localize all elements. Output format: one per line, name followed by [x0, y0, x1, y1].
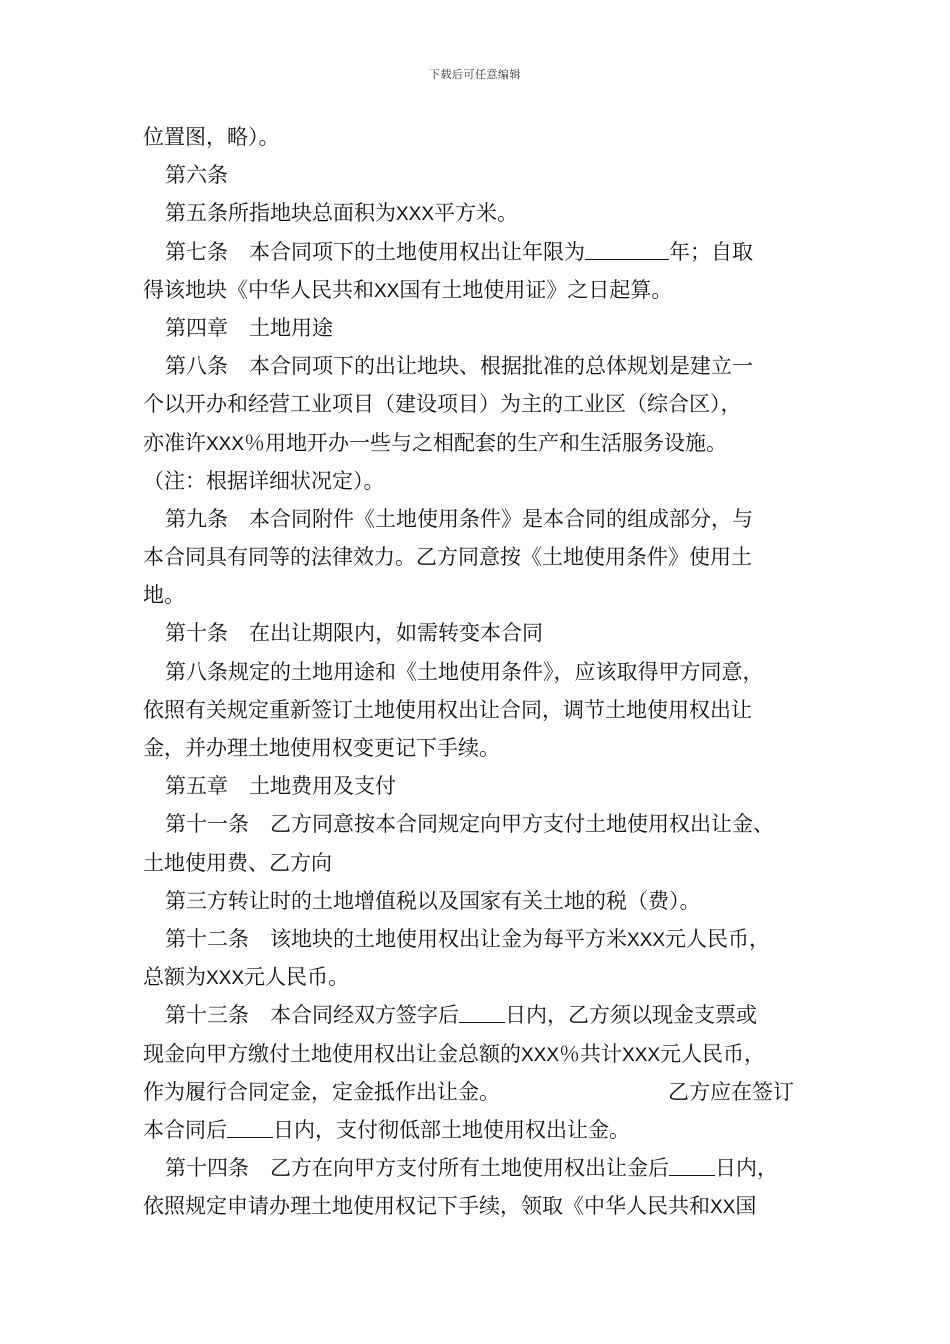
- text-line: 个以开办和经营工业项目（建设项目）为主的工业区（综合区），: [143, 392, 742, 417]
- article-heading: 第六条: [165, 163, 228, 188]
- text-segment: 乙方应在签订: [668, 1079, 794, 1104]
- text-segment: 第七条 本合同项下的土地使用权出让年限为: [165, 239, 585, 264]
- text-line: 金，并办理土地使用权变更记下手续。: [143, 736, 500, 760]
- fill-in-blank: [669, 1153, 715, 1176]
- article-14-line: [143, 1149, 823, 1187]
- latin-run: XX: [374, 280, 400, 302]
- text-line: 依照规定申请办理土地使用权记下手续，领取《中华人民共和XX国: [143, 1194, 757, 1219]
- text-line: 依照有关规定重新签订土地使用权出让合同，调节土地使用权出让: [143, 697, 752, 722]
- page-header: 下载后可任意编辑: [429, 68, 521, 81]
- text-line: 第十二条 该地块的土地使用权出让金为每平方米XXX元人民币，: [165, 926, 771, 951]
- text-line: 亦准许XXX％用地开办一些与之相配套的生产和生活服务设施。: [143, 430, 728, 455]
- latin-run: XXX: [521, 1044, 560, 1066]
- text-line: [143, 1111, 823, 1149]
- text-segment: 第十四条 乙方在向甲方支付所有土地使用权出让金后: [165, 1156, 669, 1181]
- text-line: 总额为XXX元人民币。: [143, 965, 350, 990]
- article-7-line: [143, 233, 823, 271]
- latin-run: XXX: [396, 204, 435, 226]
- chapter-heading: 第四章 土地用途: [165, 315, 333, 340]
- text-segment: 日内，支付彻低部土地使用权出让金。: [273, 1117, 630, 1142]
- text-segment: 作为履行合同定金，定金抵作出让金。: [143, 1079, 500, 1104]
- latin-run: XXX: [206, 433, 245, 455]
- text-segment: 年；自取: [669, 239, 753, 264]
- document-body: [143, 118, 823, 1225]
- fill-in-blank: [459, 1000, 505, 1023]
- text-line: 第三方转让时的土地增值税以及国家有关土地的税（费）。: [165, 888, 701, 913]
- latin-run: XXX: [627, 929, 666, 951]
- fill-in-blank: [227, 1115, 273, 1138]
- text-line: 土地使用费、乙方向: [143, 850, 332, 875]
- text-line: 地。: [143, 583, 185, 608]
- text-line: 位置图，略）。: [143, 125, 280, 149]
- text-line: 第十一条 乙方同意按本合同规定向甲方支付土地使用权出让金、: [165, 812, 774, 837]
- text-line: 第十条 在出让期限内，如需转变本合同: [165, 621, 543, 646]
- latin-run: XXX: [622, 1044, 661, 1066]
- text-line: 得该地块《中华人民共和XX国有土地使用证》之日起算。: [143, 277, 673, 302]
- text-line: 现金向甲方缴付土地使用权出让金总额的XXX％共计XXX元人民币，: [143, 1041, 766, 1066]
- text-line: 第五条所指地块总面积为XXX平方米。: [165, 201, 519, 226]
- text-line: 第八条 本合同项下的出让地块、根据批准的总体规划是建立一: [165, 354, 753, 379]
- text-segment: 日内，: [715, 1156, 778, 1181]
- text-segment: 本合同后: [143, 1117, 227, 1142]
- text-line: （注：根据详细状况定）。: [143, 468, 385, 493]
- latin-run: XX: [710, 1197, 736, 1219]
- fill-in-blank: [585, 237, 669, 260]
- article-13-line: [143, 996, 823, 1034]
- text-segment: 第十三条 本合同经双方签字后: [165, 1003, 459, 1028]
- text-line: 第九条 本合同附件《土地使用条件》是本合同的组成部分，与: [165, 506, 753, 531]
- latin-run: XXX: [206, 968, 245, 990]
- text-segment: 日内，乙方须以现金支票或: [505, 1003, 757, 1028]
- text-line: 第八条规定的土地用途和《土地使用条件》，应该取得甲方同意，: [165, 659, 764, 684]
- text-line: [143, 1073, 823, 1111]
- chapter-heading: 第五章 土地费用及支付: [165, 774, 396, 799]
- text-line: 本合同具有同等的法律效力。乙方同意按《土地使用条件》使用土: [143, 545, 752, 570]
